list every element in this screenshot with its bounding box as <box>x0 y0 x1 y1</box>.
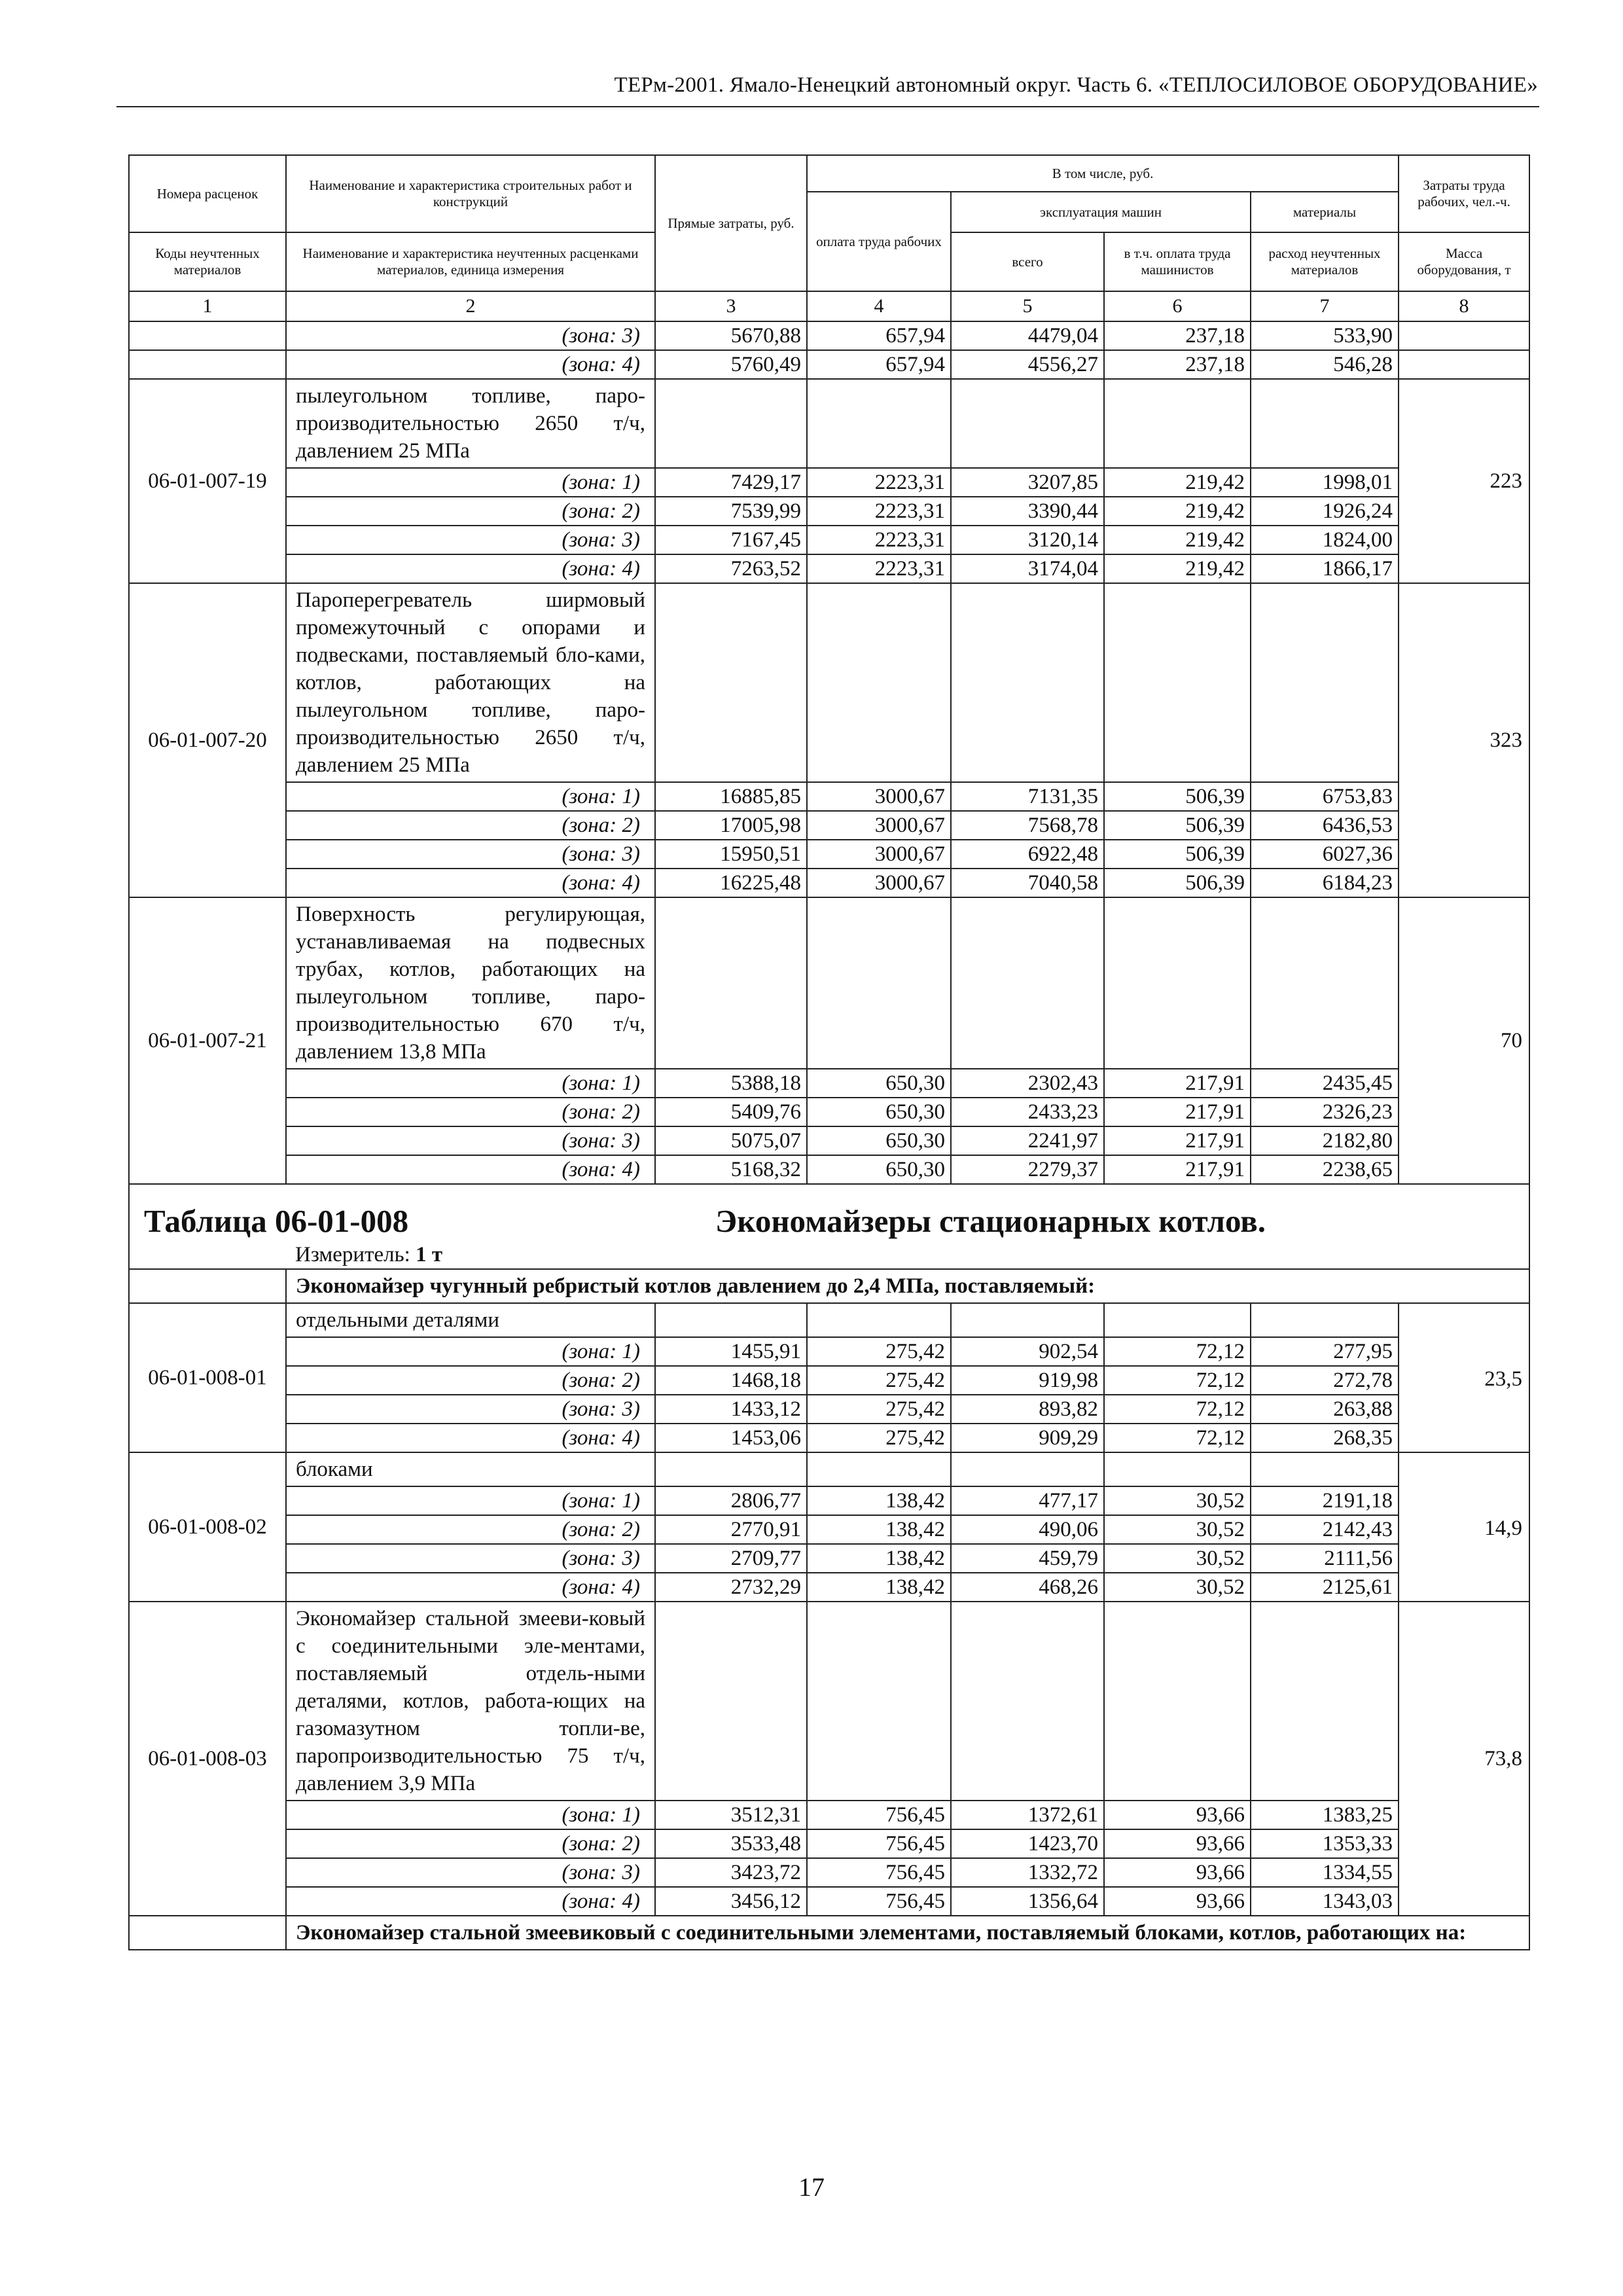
value-cell: 3000,67 <box>807 869 951 897</box>
zone-label: (зона: 2) <box>286 497 655 526</box>
column-numbers-row <box>129 291 1529 321</box>
value-cell: 1866,17 <box>1251 554 1399 583</box>
value-cell-empty <box>807 1602 951 1801</box>
value-cell-empty <box>951 1303 1104 1337</box>
zone-row <box>129 1515 1529 1544</box>
value-cell: 2279,37 <box>951 1155 1104 1184</box>
value-cell: 1468,18 <box>655 1366 807 1395</box>
zone-label: (зона: 1) <box>286 468 655 497</box>
value-cell: 30,52 <box>1104 1573 1251 1602</box>
zone-row <box>129 869 1529 897</box>
table-name: Экономайзеры стационарных котлов. <box>715 1203 1266 1239</box>
value-cell: 277,95 <box>1251 1337 1399 1366</box>
header-group-incl: В том числе, руб. <box>807 155 1399 192</box>
rate-row <box>129 1452 1529 1486</box>
value-cell: 219,42 <box>1104 554 1251 583</box>
value-cell: 4556,27 <box>951 350 1104 379</box>
table-007-blocks <box>129 379 1529 1184</box>
value-cell: 3512,31 <box>655 1801 807 1829</box>
zone-label: (зона: 1) <box>286 1486 655 1515</box>
value-cell: 7568,78 <box>951 811 1104 840</box>
value-cell: 72,12 <box>1104 1424 1251 1452</box>
value-cell: 490,06 <box>951 1515 1104 1544</box>
zone-row <box>129 526 1529 554</box>
value-cell: 506,39 <box>1104 869 1251 897</box>
group-heading-1: Экономайзер чугунный ребристый котлов давлением до 2,4 МПа, поставляемый: <box>286 1269 1529 1303</box>
value-cell: 6753,83 <box>1251 782 1399 811</box>
value-cell-empty <box>1104 1452 1251 1486</box>
value-cell: 268,35 <box>1251 1424 1399 1452</box>
zone-label: (зона: 2) <box>286 1515 655 1544</box>
value-cell: 217,91 <box>1104 1069 1251 1098</box>
rate-code: 06-01-007-21 <box>129 897 286 1184</box>
zone-row <box>129 1887 1529 1916</box>
value-cell-empty <box>655 897 807 1069</box>
value-cell: 2238,65 <box>1251 1155 1399 1184</box>
header-col2-top: Наименование и характеристика строительных работ и конструкций <box>286 155 655 232</box>
code-cell-empty <box>129 350 286 379</box>
value-cell-empty <box>655 583 807 782</box>
value-cell: 7040,58 <box>951 869 1104 897</box>
value-cell: 1334,55 <box>1251 1858 1399 1887</box>
value-cell-empty <box>951 1602 1104 1801</box>
value-cell: 2223,31 <box>807 497 951 526</box>
value-cell: 217,91 <box>1104 1126 1251 1155</box>
header-col3: Прямые затраты, руб. <box>655 155 807 291</box>
value-cell: 919,98 <box>951 1366 1104 1395</box>
value-cell: 1343,03 <box>1251 1887 1399 1916</box>
mass-value: 70 <box>1399 897 1529 1184</box>
zone-row <box>129 1486 1529 1515</box>
value-cell-empty <box>951 583 1104 782</box>
value-cell: 1372,61 <box>951 1801 1104 1829</box>
value-cell: 1455,91 <box>655 1337 807 1366</box>
value-cell: 2125,61 <box>1251 1573 1399 1602</box>
zone-row <box>129 1544 1529 1573</box>
zone-row <box>129 1069 1529 1098</box>
value-cell: 650,30 <box>807 1098 951 1126</box>
value-cell: 477,17 <box>951 1486 1104 1515</box>
rate-code: 06-01-008-03 <box>129 1602 286 1916</box>
value-cell-empty <box>951 1452 1104 1486</box>
value-cell: 2223,31 <box>807 554 951 583</box>
column-number: 5 <box>951 291 1104 321</box>
value-cell: 1926,24 <box>1251 497 1399 526</box>
rate-description: Поверхность регулирующая, устанавливаемая на подвесных трубах, котлов, работающих на пылеугольном топливе, паро-производительностью 670 т/ч, давлением 13,8 МПа <box>286 897 655 1069</box>
column-number: 4 <box>807 291 951 321</box>
mass-value: 14,9 <box>1399 1452 1529 1602</box>
value-cell: 2191,18 <box>1251 1486 1399 1515</box>
zone-row <box>129 1126 1529 1155</box>
zone-label: (зона: 4) <box>286 1573 655 1602</box>
zone-label: (зона: 4) <box>286 1155 655 1184</box>
value-cell: 219,42 <box>1104 526 1251 554</box>
value-cell: 16225,48 <box>655 869 807 897</box>
value-cell: 5388,18 <box>655 1069 807 1098</box>
zone-label: (зона: 2) <box>286 1098 655 1126</box>
value-cell: 93,66 <box>1104 1801 1251 1829</box>
column-number: 8 <box>1399 291 1529 321</box>
value-cell: 72,12 <box>1104 1395 1251 1424</box>
value-cell: 1356,64 <box>951 1887 1104 1916</box>
value-cell: 138,42 <box>807 1486 951 1515</box>
column-number: 1 <box>129 291 286 321</box>
value-cell: 2326,23 <box>1251 1098 1399 1126</box>
price-table-wrap <box>128 154 1529 1950</box>
value-cell: 237,18 <box>1104 350 1251 379</box>
value-cell: 3207,85 <box>951 468 1104 497</box>
rate-description: отдельными деталями <box>286 1303 655 1337</box>
zone-row <box>129 811 1529 840</box>
value-cell: 2111,56 <box>1251 1544 1399 1573</box>
mass-value: 23,5 <box>1399 1303 1529 1452</box>
zone-label: (зона: 3) <box>286 526 655 554</box>
value-cell: 138,42 <box>807 1544 951 1573</box>
code-cell-empty <box>129 321 286 350</box>
zone-row <box>129 497 1529 526</box>
header-col8-top: Затраты труда рабочих, чел.-ч. <box>1399 155 1529 232</box>
page-number: 17 <box>798 2172 825 2202</box>
column-number: 2 <box>286 291 655 321</box>
zone-row <box>129 1395 1529 1424</box>
value-cell: 2241,97 <box>951 1126 1104 1155</box>
value-cell: 7429,17 <box>655 468 807 497</box>
value-cell: 650,30 <box>807 1126 951 1155</box>
header-col8-bottom: Масса оборудования, т <box>1399 232 1529 291</box>
header-col6: в т.ч. оплата труда машинистов <box>1104 232 1251 291</box>
zone-row <box>129 1337 1529 1366</box>
measure-value: 1 т <box>416 1243 443 1266</box>
value-cell: 217,91 <box>1104 1098 1251 1126</box>
value-cell: 2806,77 <box>655 1486 807 1515</box>
rate-row <box>129 379 1529 468</box>
value-cell: 138,42 <box>807 1573 951 1602</box>
rate-row <box>129 1303 1529 1337</box>
value-cell-empty <box>655 1303 807 1337</box>
value-cell: 909,29 <box>951 1424 1104 1452</box>
value-cell: 3000,67 <box>807 840 951 869</box>
value-cell: 30,52 <box>1104 1515 1251 1544</box>
zone-label: (зона: 1) <box>286 1337 655 1366</box>
header-col5: всего <box>951 232 1104 291</box>
value-cell: 3390,44 <box>951 497 1104 526</box>
value-cell: 6436,53 <box>1251 811 1399 840</box>
table-row <box>129 321 1529 350</box>
value-cell-empty <box>807 1303 951 1337</box>
zone-label: (зона: 2) <box>286 1366 655 1395</box>
value-cell: 2302,43 <box>951 1069 1104 1098</box>
zone-row <box>129 1366 1529 1395</box>
value-cell-empty <box>807 583 951 782</box>
value-cell-empty <box>1104 1602 1251 1801</box>
mass-cell-empty <box>1399 350 1529 379</box>
rate-row <box>129 897 1529 1069</box>
value-cell: 546,28 <box>1251 350 1399 379</box>
zone-row <box>129 554 1529 583</box>
column-number: 6 <box>1104 291 1251 321</box>
value-cell: 1453,06 <box>655 1424 807 1452</box>
zone-label: (зона: 3) <box>286 1395 655 1424</box>
value-cell: 756,45 <box>807 1858 951 1887</box>
value-cell: 5168,32 <box>655 1155 807 1184</box>
value-cell-empty <box>655 1602 807 1801</box>
value-cell: 5075,07 <box>655 1126 807 1155</box>
rate-description: Пароперегреватель ширмовый промежуточный с опорами и подвесками, поставляемый бло-ками, котлов, работающих на пылеугольном топливе, паро-производительностью 2650 т/ч, давлением 25 МПа <box>286 583 655 782</box>
value-cell: 657,94 <box>807 321 951 350</box>
value-cell: 3456,12 <box>655 1887 807 1916</box>
value-cell: 6027,36 <box>1251 840 1399 869</box>
header-col7-bottom: расход неучтенных материалов <box>1251 232 1399 291</box>
value-cell: 459,79 <box>951 1544 1104 1573</box>
value-cell: 1353,33 <box>1251 1829 1399 1858</box>
zone-label: (зона: 4) <box>286 554 655 583</box>
value-cell: 275,42 <box>807 1337 951 1366</box>
value-cell: 468,26 <box>951 1573 1104 1602</box>
value-cell: 272,78 <box>1251 1366 1399 1395</box>
value-cell: 3120,14 <box>951 526 1104 554</box>
zone-label: (зона: 3) <box>286 840 655 869</box>
rate-row <box>129 583 1529 782</box>
value-cell: 2223,31 <box>807 526 951 554</box>
mass-value: 223 <box>1399 379 1529 583</box>
value-cell: 263,88 <box>1251 1395 1399 1424</box>
value-cell-empty <box>807 379 951 468</box>
table-008-blocks <box>129 1303 1529 1602</box>
value-cell: 237,18 <box>1104 321 1251 350</box>
value-cell: 650,30 <box>807 1069 951 1098</box>
value-cell: 657,94 <box>807 350 951 379</box>
value-cell: 7131,35 <box>951 782 1104 811</box>
value-cell: 506,39 <box>1104 782 1251 811</box>
value-cell: 217,91 <box>1104 1155 1251 1184</box>
zone-label: (зона: 4) <box>286 1887 655 1916</box>
mass-value: 323 <box>1399 583 1529 897</box>
value-cell: 756,45 <box>807 1801 951 1829</box>
value-cell: 93,66 <box>1104 1829 1251 1858</box>
value-cell: 756,45 <box>807 1887 951 1916</box>
value-cell: 902,54 <box>951 1337 1104 1366</box>
value-cell: 3000,67 <box>807 811 951 840</box>
value-cell: 2142,43 <box>1251 1515 1399 1544</box>
header-col1-bottom: Коды неучтенных материалов <box>129 232 286 291</box>
value-cell: 72,12 <box>1104 1337 1251 1366</box>
value-cell-empty <box>1104 583 1251 782</box>
value-cell-empty <box>807 1452 951 1486</box>
value-cell: 6922,48 <box>951 840 1104 869</box>
zone-label: (зона: 1) <box>286 782 655 811</box>
value-cell: 275,42 <box>807 1366 951 1395</box>
value-cell: 1998,01 <box>1251 468 1399 497</box>
value-cell: 2709,77 <box>655 1544 807 1573</box>
value-cell: 506,39 <box>1104 840 1251 869</box>
zone-row <box>129 840 1529 869</box>
value-cell-empty <box>951 897 1104 1069</box>
column-number: 3 <box>655 291 807 321</box>
value-cell: 7263,52 <box>655 554 807 583</box>
column-number: 7 <box>1251 291 1399 321</box>
header-col4: оплата труда рабочих <box>807 192 951 291</box>
value-cell: 275,42 <box>807 1395 951 1424</box>
rate-code: 06-01-007-20 <box>129 583 286 897</box>
table-title: Таблица 06-01-008 <box>144 1203 409 1239</box>
value-cell: 72,12 <box>1104 1366 1251 1395</box>
value-cell-empty <box>1104 897 1251 1069</box>
value-cell: 7539,99 <box>655 497 807 526</box>
value-cell-empty <box>1104 1303 1251 1337</box>
zone-row <box>129 1098 1529 1126</box>
value-cell: 1383,25 <box>1251 1801 1399 1829</box>
value-cell: 2770,91 <box>655 1515 807 1544</box>
group-heading-2: Экономайзер стальной змеевиковый с соединительными элементами, поставляемый блоками, котлов, работающих на: <box>286 1916 1529 1950</box>
value-cell: 3000,67 <box>807 782 951 811</box>
mass-value: 73,8 <box>1399 1602 1529 1916</box>
value-cell: 2223,31 <box>807 468 951 497</box>
header-group-machines: эксплуатация машин <box>951 192 1251 232</box>
value-cell: 1423,70 <box>951 1829 1104 1858</box>
header-rule <box>116 106 1539 107</box>
value-cell-empty <box>951 379 1104 468</box>
value-cell: 219,42 <box>1104 468 1251 497</box>
value-cell: 5670,88 <box>655 321 807 350</box>
value-cell-empty <box>655 1452 807 1486</box>
price-table <box>128 154 1530 1950</box>
value-cell: 219,42 <box>1104 497 1251 526</box>
rate-code: 06-01-008-02 <box>129 1452 286 1602</box>
value-cell: 893,82 <box>951 1395 1104 1424</box>
continuation-rows <box>129 321 1529 379</box>
rate-row <box>129 1602 1529 1801</box>
value-cell: 30,52 <box>1104 1544 1251 1573</box>
value-cell: 5409,76 <box>655 1098 807 1126</box>
table-row <box>129 350 1529 379</box>
zone-label: (зона: 4) <box>286 869 655 897</box>
rate-description: блоками <box>286 1452 655 1486</box>
value-cell: 2732,29 <box>655 1573 807 1602</box>
value-cell: 17005,98 <box>655 811 807 840</box>
zone-row <box>129 1424 1529 1452</box>
value-cell: 5760,49 <box>655 350 807 379</box>
zone-row <box>129 1801 1529 1829</box>
value-cell: 533,90 <box>1251 321 1399 350</box>
header-col7-top: материалы <box>1251 192 1399 232</box>
value-cell: 7167,45 <box>655 526 807 554</box>
value-cell: 275,42 <box>807 1424 951 1452</box>
zone-label: (зона: 3) <box>286 1858 655 1887</box>
value-cell: 138,42 <box>807 1515 951 1544</box>
value-cell-empty <box>1251 583 1399 782</box>
value-cell: 506,39 <box>1104 811 1251 840</box>
value-cell: 6184,23 <box>1251 869 1399 897</box>
header-col1-top: Номера расценок <box>129 155 286 232</box>
value-cell: 4479,04 <box>951 321 1104 350</box>
mass-cell-empty <box>1399 321 1529 350</box>
zone-row <box>129 1858 1529 1887</box>
value-cell: 3423,72 <box>655 1858 807 1887</box>
zone-label: (зона: 3) <box>286 1544 655 1573</box>
rate-description: пылеугольном топливе, паро-производительностью 2650 т/ч, давлением 25 МПа <box>286 379 655 468</box>
value-cell: 15950,51 <box>655 840 807 869</box>
header-col2-bottom: Наименование и характеристика неучтенных расценками материалов, единица измерения <box>286 232 655 291</box>
value-cell: 1824,00 <box>1251 526 1399 554</box>
zone-label: (зона: 3) <box>286 321 655 350</box>
value-cell: 2182,80 <box>1251 1126 1399 1155</box>
zone-row <box>129 468 1529 497</box>
zone-row <box>129 782 1529 811</box>
zone-label: (зона: 2) <box>286 1829 655 1858</box>
value-cell: 1332,72 <box>951 1858 1104 1887</box>
value-cell-empty <box>1251 1452 1399 1486</box>
value-cell: 30,52 <box>1104 1486 1251 1515</box>
page-header: ТЕРм-2001. Ямало-Ненецкий автономный округ. Часть 6. «ТЕПЛОСИЛОВОЕ ОБОРУДОВАНИЕ» <box>614 73 1538 97</box>
rate-code: 06-01-007-19 <box>129 379 286 583</box>
zone-row <box>129 1155 1529 1184</box>
value-cell: 93,66 <box>1104 1858 1251 1887</box>
value-cell: 756,45 <box>807 1829 951 1858</box>
value-cell: 650,30 <box>807 1155 951 1184</box>
measure-label: Измеритель: <box>295 1243 410 1266</box>
value-cell-empty <box>655 379 807 468</box>
value-cell-empty <box>807 897 951 1069</box>
value-cell-empty <box>1251 897 1399 1069</box>
zone-label: (зона: 4) <box>286 350 655 379</box>
value-cell-empty <box>1251 379 1399 468</box>
zone-label: (зона: 3) <box>286 1126 655 1155</box>
value-cell: 3533,48 <box>655 1829 807 1858</box>
zone-label: (зона: 1) <box>286 1069 655 1098</box>
value-cell: 1433,12 <box>655 1395 807 1424</box>
value-cell-empty <box>1104 379 1251 468</box>
rate-description: Экономайзер стальной змееви-ковый с соединительными эле-ментами, поставляемый отдель-ными деталями, котлов, работа-ющих на газомазутном топли-ве, паропроизводительностью 75 т/ч, давлением 3,9 МПа <box>286 1602 655 1801</box>
zone-label: (зона: 4) <box>286 1424 655 1452</box>
value-cell: 16885,85 <box>655 782 807 811</box>
zone-row <box>129 1573 1529 1602</box>
value-cell-empty <box>1251 1303 1399 1337</box>
value-cell-empty <box>1251 1602 1399 1801</box>
value-cell: 93,66 <box>1104 1887 1251 1916</box>
zone-label: (зона: 1) <box>286 1801 655 1829</box>
rate-code: 06-01-008-01 <box>129 1303 286 1452</box>
value-cell: 3174,04 <box>951 554 1104 583</box>
value-cell: 2435,45 <box>1251 1069 1399 1098</box>
zone-label: (зона: 2) <box>286 811 655 840</box>
value-cell: 2433,23 <box>951 1098 1104 1126</box>
zone-row <box>129 1829 1529 1858</box>
table-008-blocks-2 <box>129 1602 1529 1916</box>
